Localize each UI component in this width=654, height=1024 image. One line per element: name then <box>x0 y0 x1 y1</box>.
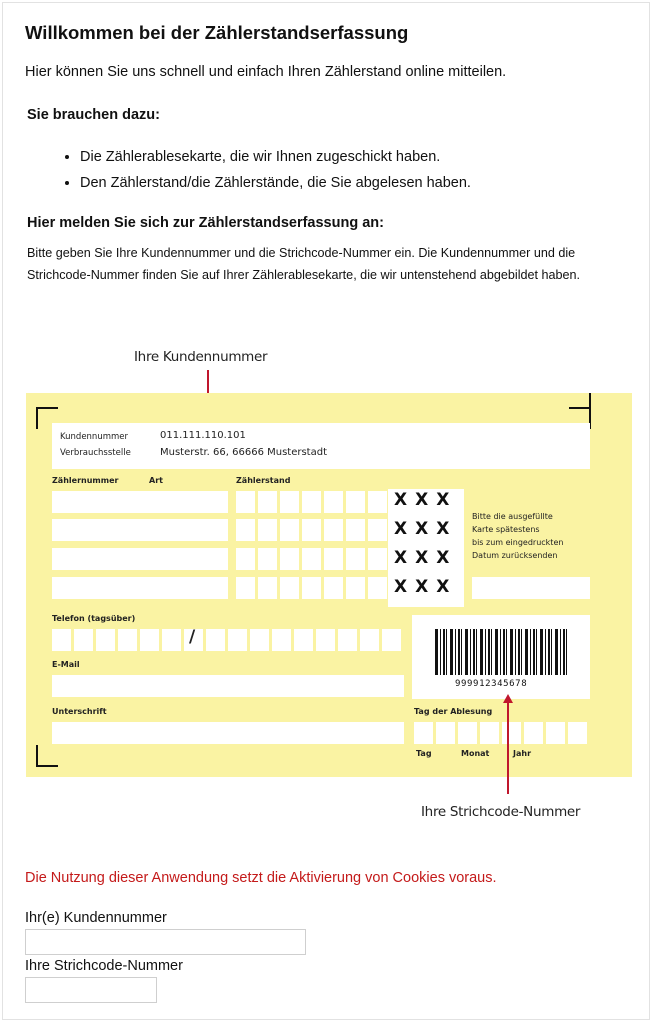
meter-reading-cells <box>236 491 387 513</box>
barcode-box <box>412 615 590 699</box>
tag-der-ablesung-label: Tag der Ablesung <box>414 707 493 716</box>
login-instructions: Bitte geben Sie Ihre Kundennummer und die Strichcode-Nummer ein. Die Kundennummer und die Strichcode-Nummer finden Sie auf Ihrer Zählerablesekarte, die wir untenstehend abgebildet haben. <box>27 246 581 282</box>
kundennummer-value: 011.111.110.101 <box>160 430 246 441</box>
page-title: Willkommen bei der Zählerstandserfassung <box>25 22 409 43</box>
arrow-barcode-number <box>507 702 509 794</box>
strichcode-input-label: Ihre Strichcode-Nummer <box>25 958 183 974</box>
meter-number-field <box>52 548 228 570</box>
date-cells <box>414 722 587 744</box>
meter-number-field <box>52 519 228 541</box>
barcode-number: 999912345678 <box>455 679 528 689</box>
telefon-label: Telefon (tagsüber) <box>52 614 136 623</box>
signature-field <box>52 722 404 744</box>
card-label-customer-number: Ihre Kundennummer <box>134 349 268 365</box>
x-marks: XXX <box>394 519 458 539</box>
col-zaehlerstand: Zählerstand <box>236 476 291 485</box>
kundennummer-input[interactable] <box>25 929 306 955</box>
intro-text: Hier können Sie uns schnell und einfach Ihren Zählerstand online mitteilen. <box>25 64 507 80</box>
corner-mark-icon <box>36 745 58 767</box>
telefon-slash: / <box>189 627 196 647</box>
x-marks: XXX <box>394 548 458 568</box>
needs-list <box>60 148 471 200</box>
strichcode-input[interactable] <box>25 977 157 1003</box>
email-label: E-Mail <box>52 660 80 669</box>
jahr-label: Jahr <box>513 749 532 758</box>
telefon-cells <box>52 629 401 651</box>
needs-heading: Sie brauchen dazu: <box>27 107 160 123</box>
verbrauchsstelle-label: Verbrauchsstelle <box>60 448 131 458</box>
card-label-barcode-number: Ihre Strichcode-Nummer <box>421 804 581 820</box>
meter-reading-cells <box>236 519 387 541</box>
kundennummer-input-label: Ihr(e) Kundennummer <box>25 910 167 926</box>
email-field <box>52 675 404 697</box>
meter-card-illustration <box>26 393 632 777</box>
list-item: • Den Zählerstand/die Zählerstände, die Sie abgelesen haben. <box>80 174 471 192</box>
list-item: • Die Zählerablesekarte, die wir Ihnen zugeschickt haben. <box>80 148 471 166</box>
col-art: Art <box>149 476 163 485</box>
meter-number-field <box>52 491 228 513</box>
note-field <box>472 577 590 599</box>
unterschrift-label: Unterschrift <box>52 707 107 716</box>
address-box <box>52 423 590 469</box>
card-note: Bitte die ausgefüllte Karte spätestens bis zum eingedruckten Datum zurücksenden <box>472 512 564 560</box>
barcode-icon <box>435 629 569 675</box>
monat-label: Monat <box>461 749 490 758</box>
col-zaehlernummer: Zählernummer <box>52 476 119 485</box>
meter-reading-cells <box>236 577 387 599</box>
kundennummer-label: Kundennummer <box>60 432 128 442</box>
x-marks: XXX <box>394 577 458 597</box>
verbrauchsstelle-value: Musterstr. 66, 66666 Musterstadt <box>160 447 328 458</box>
meter-number-field <box>52 577 228 599</box>
crop-mark <box>589 393 591 427</box>
login-heading: Hier melden Sie sich zur Zählerstandserfassung an: <box>27 215 384 231</box>
cookie-notice: Die Nutzung dieser Anwendung setzt die Aktivierung von Cookies voraus. <box>25 870 497 886</box>
x-marks: XXX <box>394 490 458 510</box>
tag-label: Tag <box>416 749 432 758</box>
meter-reading-cells <box>236 548 387 570</box>
